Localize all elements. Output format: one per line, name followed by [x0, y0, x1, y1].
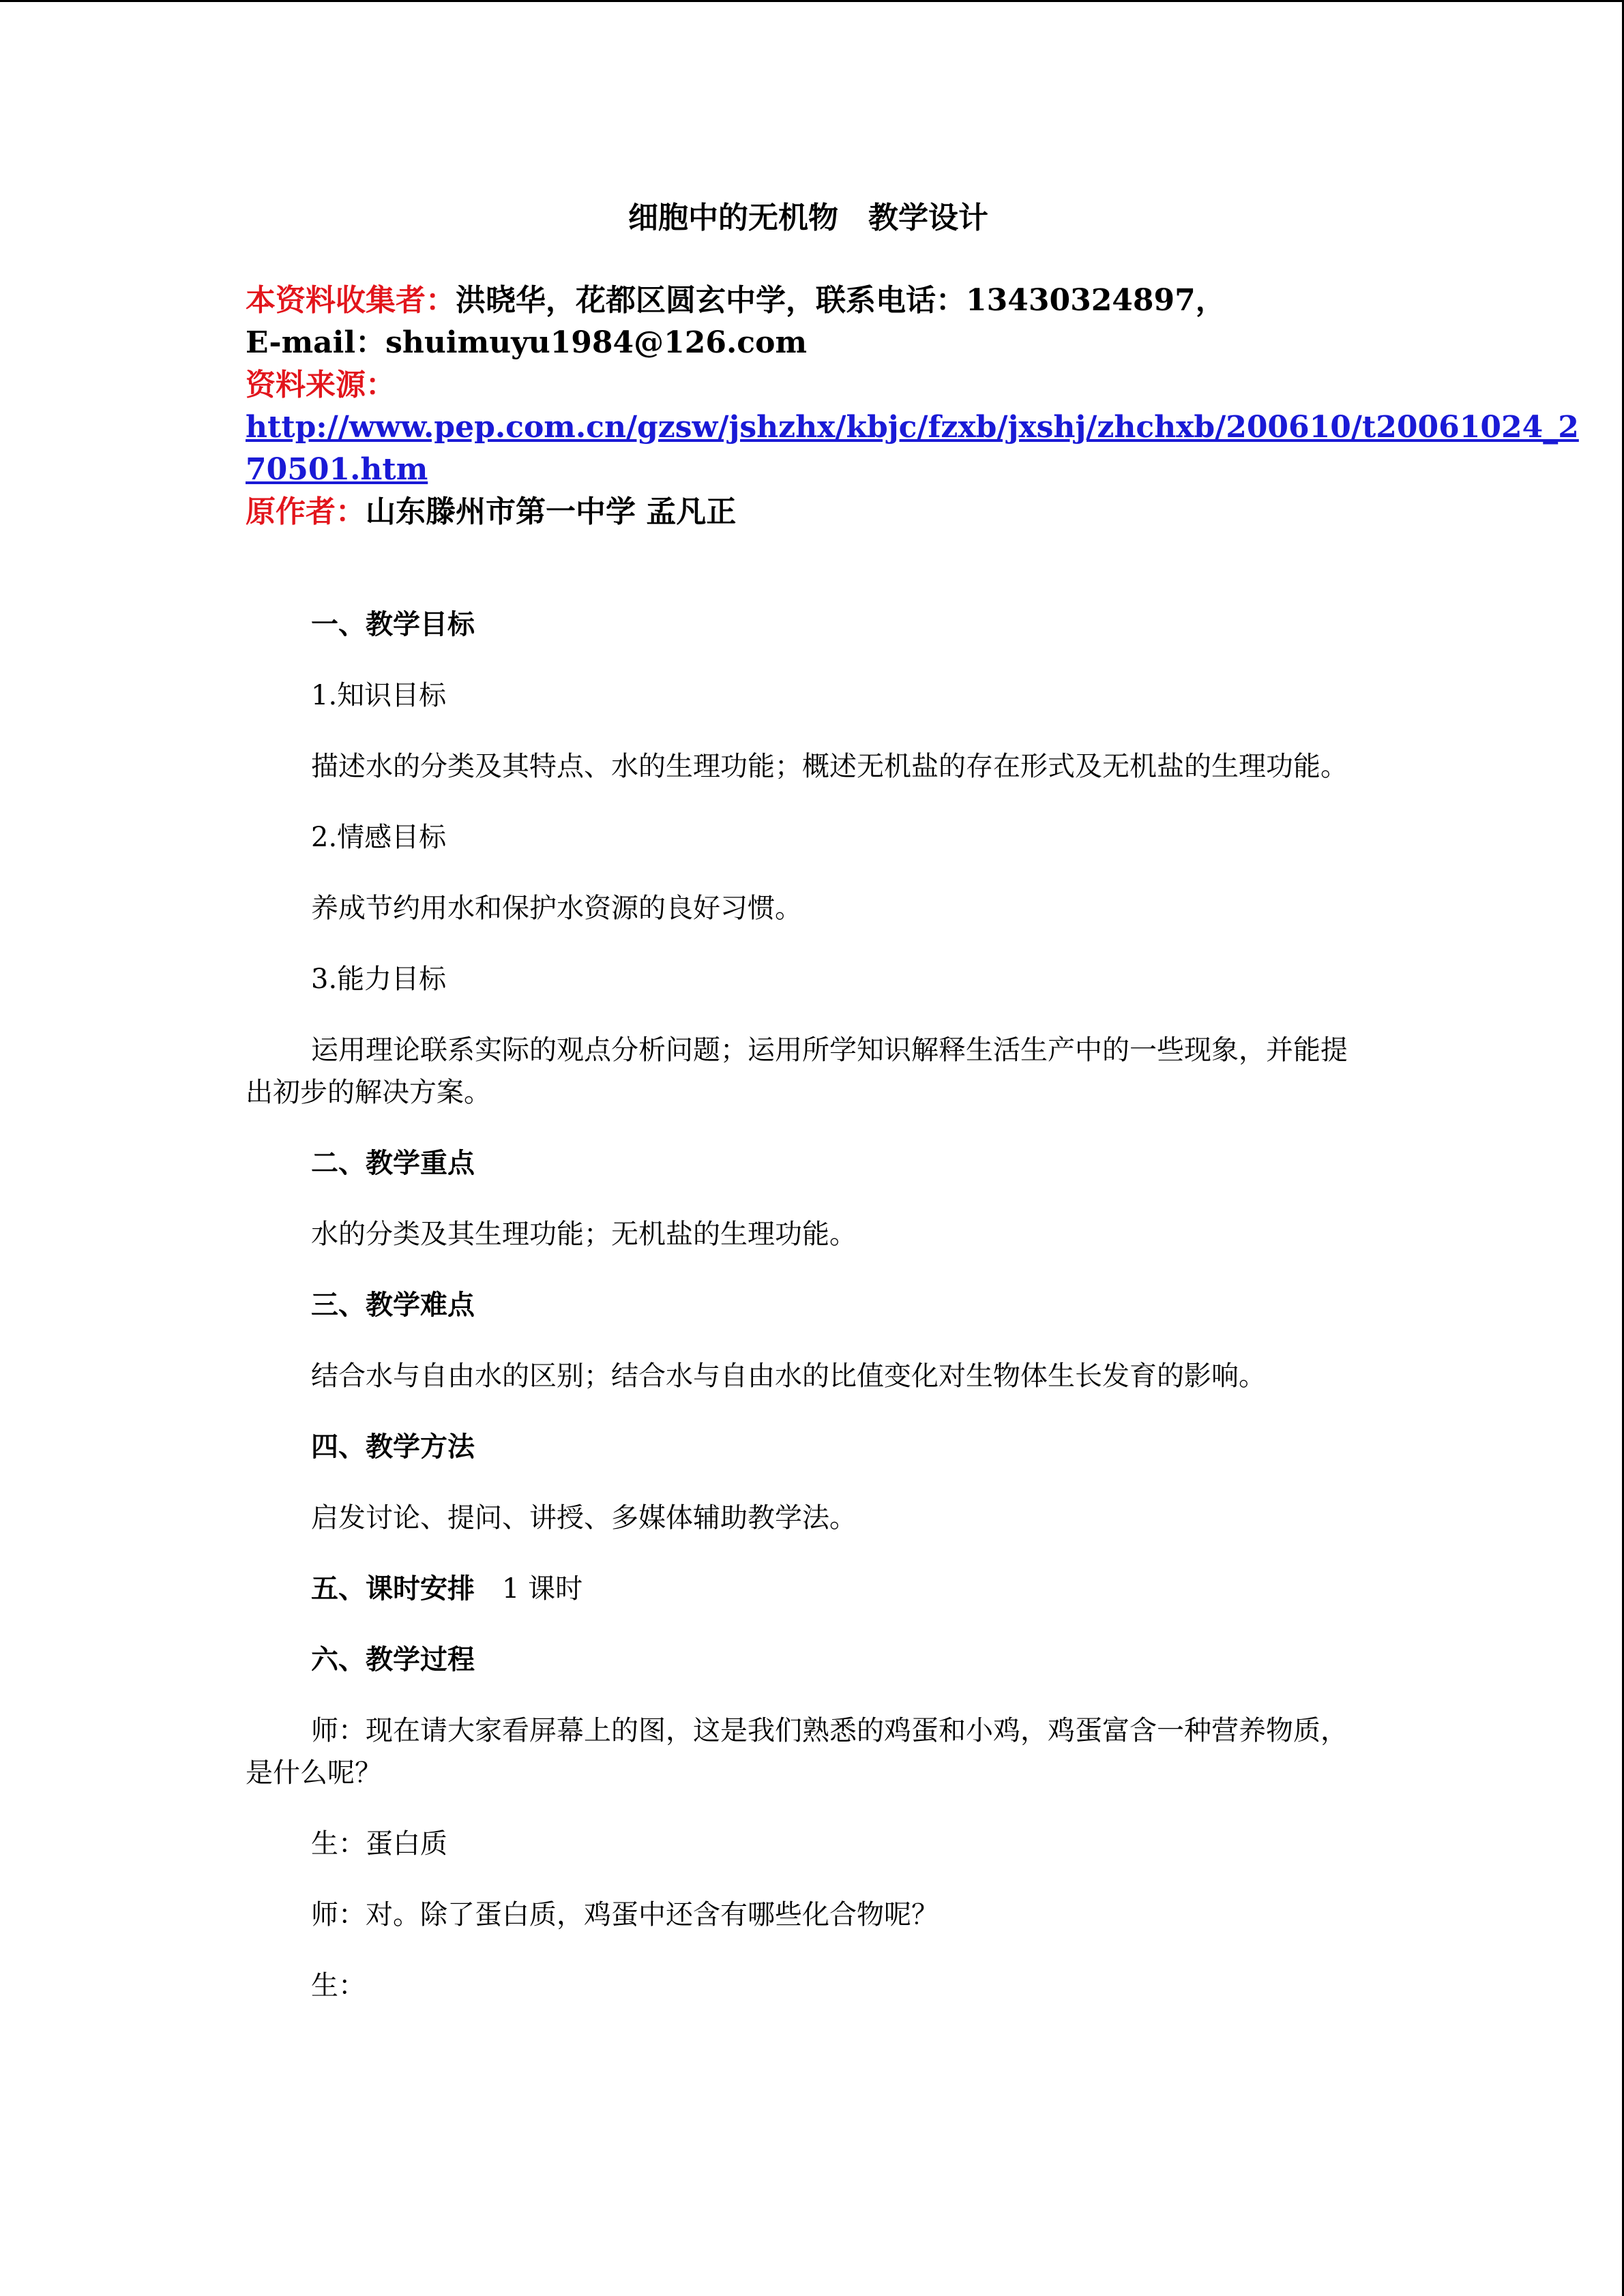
- source-link-continued[interactable]: 70501.htm: [246, 452, 428, 487]
- knowledge-objective-label: 1.知识目标: [311, 680, 447, 711]
- emotion-objective-text: 养成节约用水和保护水资源的良好习惯。: [311, 893, 802, 924]
- section-heading-methods: 四、教学方法: [311, 1431, 475, 1463]
- key-points-text: 水的分类及其生理功能；无机盐的生理功能。: [311, 1219, 857, 1250]
- source-label: 资料来源：: [246, 368, 396, 402]
- author-text: 山东滕州市第一中学 孟凡正: [366, 494, 737, 529]
- ability-objective-text: 运用理论联系实际的观点分析问题；运用所学知识解释生活生产中的一些现象，并能提出初步的解决方案。: [246, 1034, 1348, 1108]
- dialog-line: 师：现在请大家看屏幕上的图，这是我们熟悉的鸡蛋和小鸡，鸡蛋富含一种营养物质，是什么呢？: [246, 1715, 1348, 1789]
- section-heading-key-points: 二、教学重点: [311, 1147, 475, 1179]
- email-line: E-mail：shuimuyu1984@126.com: [246, 325, 808, 360]
- author-line: [246, 491, 1371, 533]
- source-link-line-1[interactable]: [246, 406, 1579, 449]
- difficulties-text: 结合水与自由水的区别；结合水与自由水的比值变化对生物体生长发育的影响。: [311, 1360, 1266, 1392]
- schedule-text: 1 课时: [502, 1573, 583, 1605]
- document-body: [246, 603, 1371, 2036]
- author-label: 原作者：: [246, 494, 366, 529]
- source-link[interactable]: http://www.pep.com.cn/gzsw/jshzhx/kbjc/fzxb/jxshj/zhchxb/200610/t20061024_2: [246, 410, 1579, 445]
- dialog-line: 师：对。除了蛋白质，鸡蛋中还含有哪些化合物呢？: [311, 1899, 939, 1930]
- document-title: 细胞中的无机物 教学设计: [628, 200, 988, 235]
- dialog-line: 生：蛋白质: [311, 1828, 447, 1860]
- dialog-line: 生：: [311, 1970, 366, 2001]
- emotion-objective-label: 2.情感目标: [311, 822, 447, 853]
- page-border-top: [0, 0, 1624, 2]
- section-heading-process: 六、教学过程: [311, 1643, 475, 1675]
- schedule-line: [246, 1568, 1371, 1610]
- collector-text: 洪晓华，花都区圆玄中学，联系电话：13430324897，: [456, 283, 1226, 318]
- source-link-line-2[interactable]: [246, 449, 1371, 491]
- section-heading-difficulties: 三、教学难点: [311, 1289, 475, 1321]
- collector-label: 本资料收集者：: [246, 283, 456, 318]
- section-heading-schedule: 五、课时安排: [311, 1572, 475, 1605]
- collector-line: [246, 280, 1371, 322]
- section-heading-objectives: 一、教学目标: [311, 608, 475, 640]
- document-meta: [246, 280, 1579, 533]
- knowledge-objective-text: 描述水的分类及其特点、水的生理功能；概述无机盐的存在形式及无机盐的生理功能。: [311, 751, 1348, 782]
- methods-text: 启发讨论、提问、讲授、多媒体辅助教学法。: [311, 1502, 857, 1534]
- ability-objective-label: 3.能力目标: [311, 964, 447, 995]
